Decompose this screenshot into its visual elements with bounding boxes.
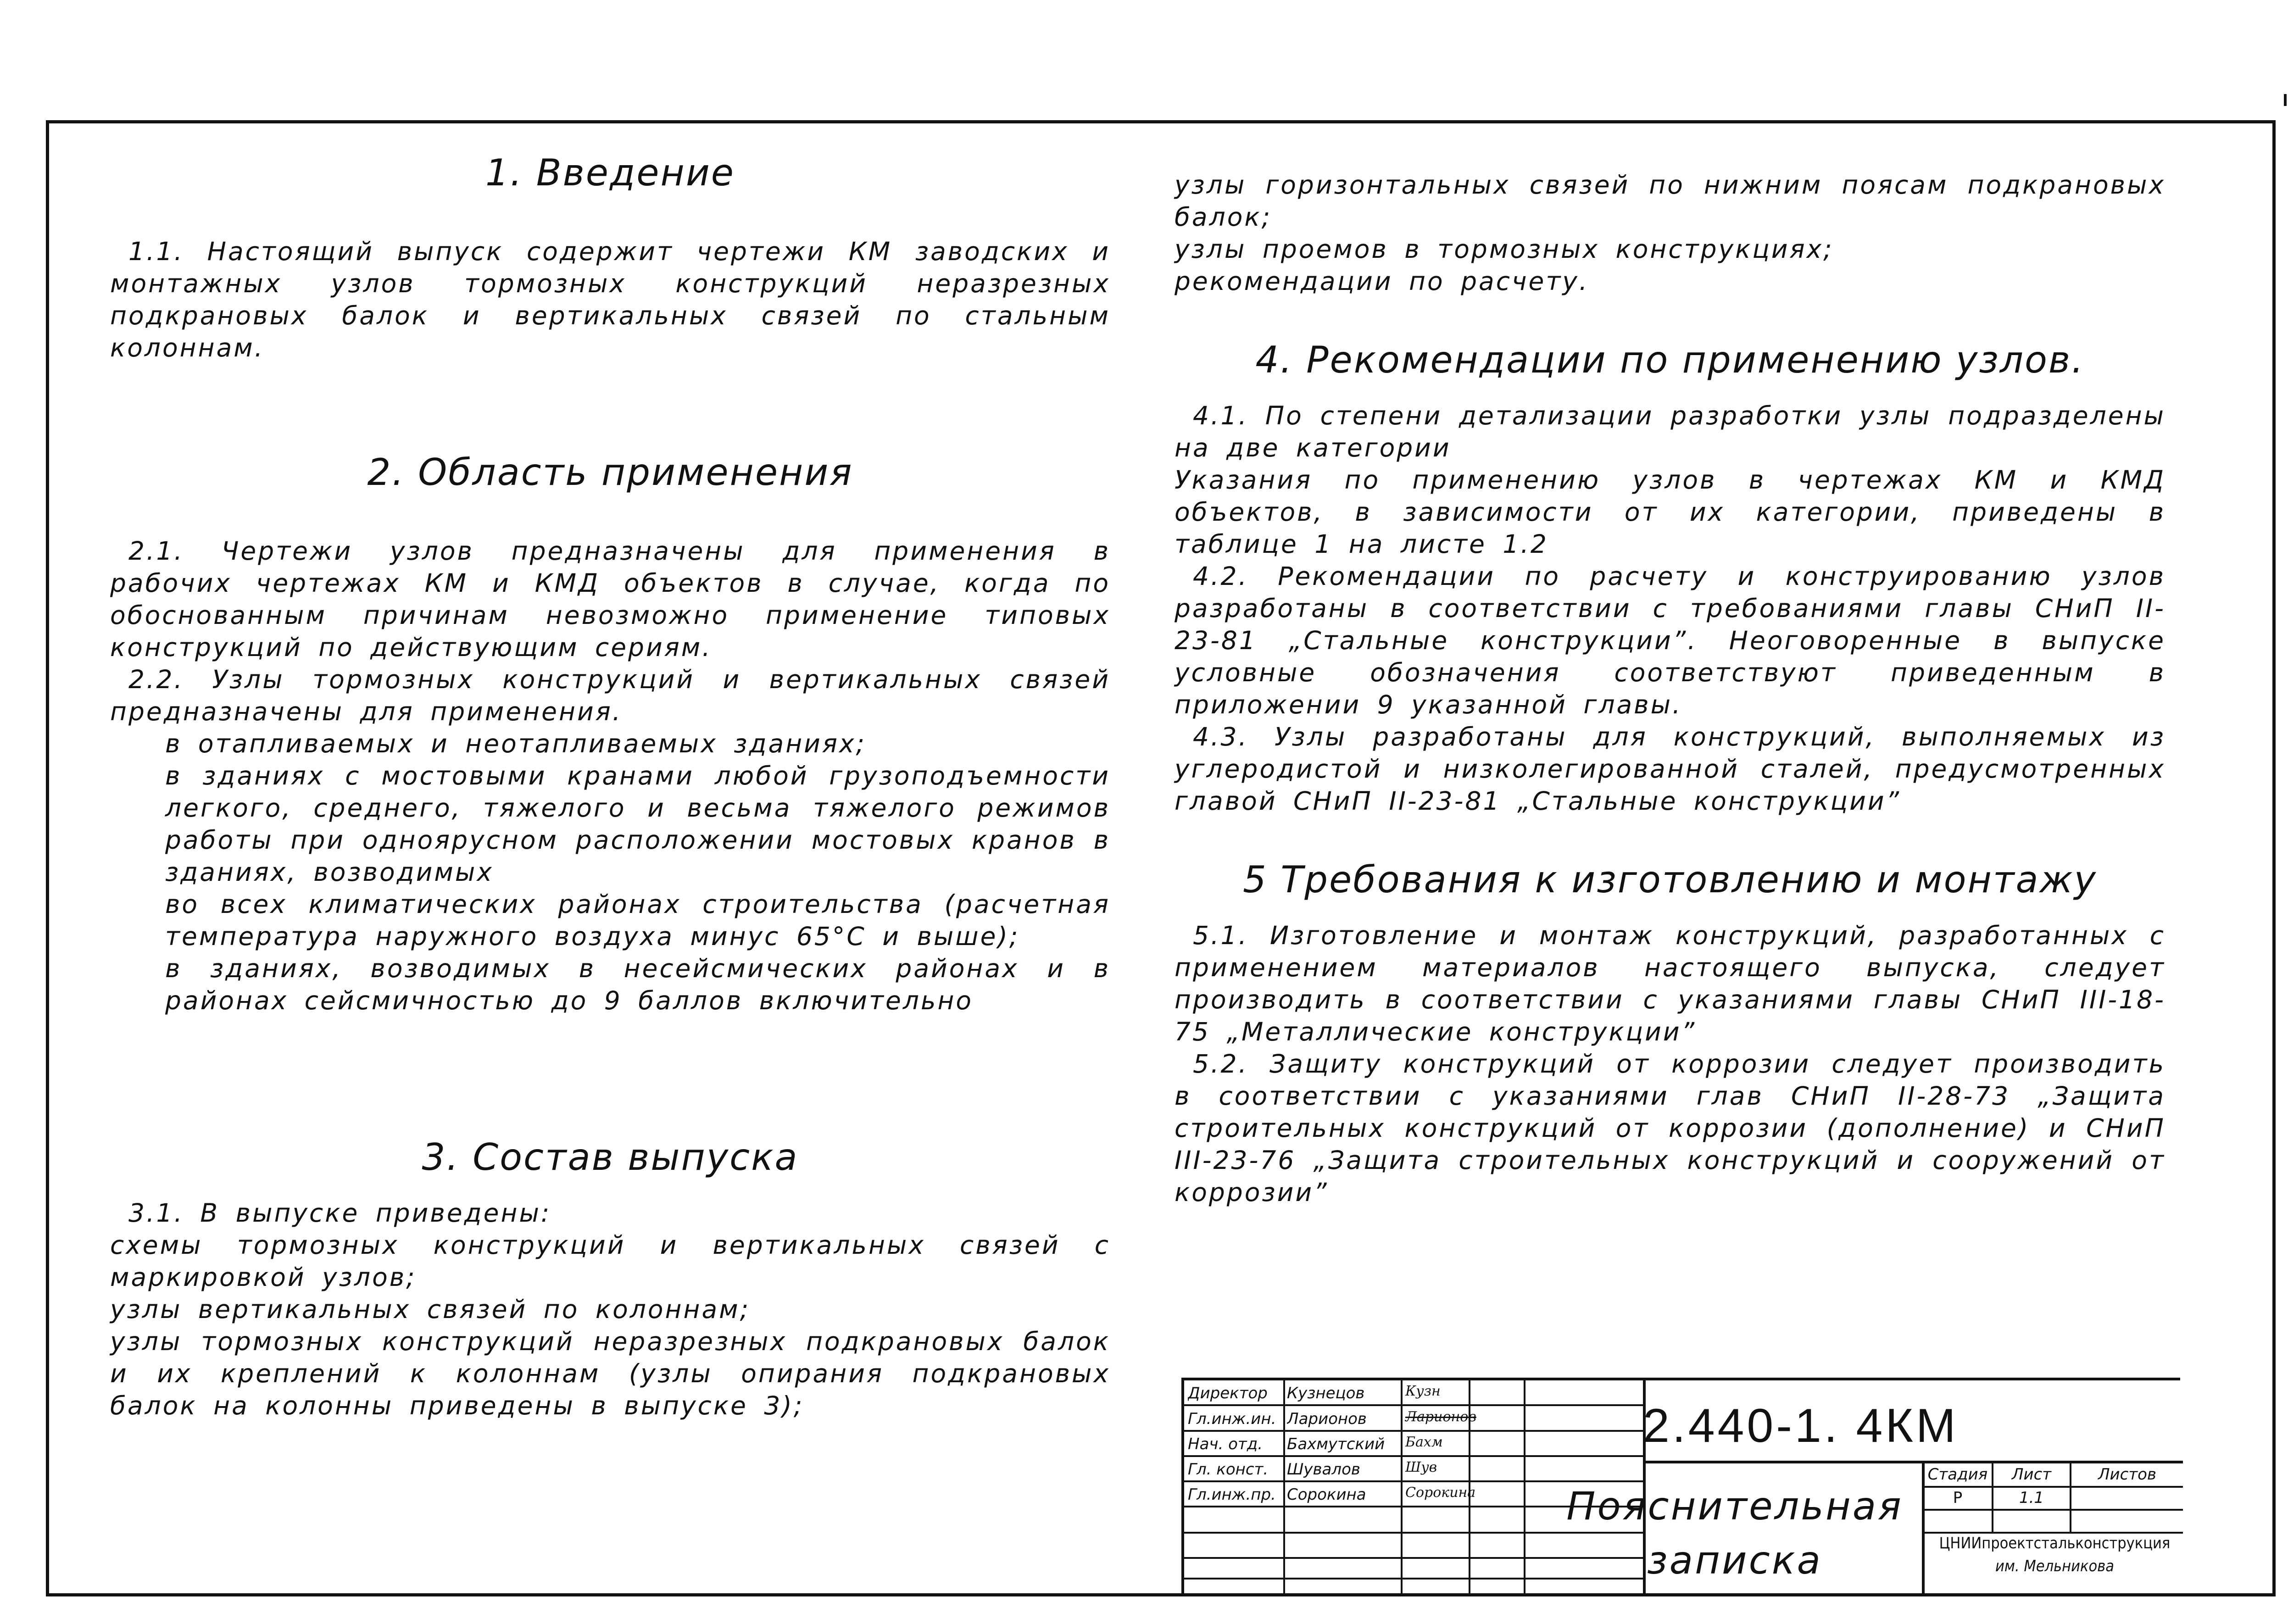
grid-line [1184, 1430, 1643, 1432]
signature: Бахм [1405, 1434, 1443, 1450]
sheet-header: Лист [2011, 1465, 2052, 1484]
grid-line [1524, 1380, 1525, 1594]
organization [1926, 1532, 2183, 1578]
signature: Кузн [1405, 1383, 1441, 1399]
list-item: рекомендации по расчету. [1175, 267, 1589, 296]
list-item: в отапливаемых и неотапливаемых зданиях; [165, 729, 867, 758]
paragraph-4-2: 4.2. Рекомендации по расчету и конструированию узлов разработаны в соответствии с требованиями главы СНиП II-23-81 „Стальные конструкции”. Неоговоренные в выпуске условные обозначения соответствуют приведенным в приложении 9 указанной главы. [1175, 562, 2166, 719]
sheets-header: Листов [2098, 1465, 2156, 1484]
section-5-title: 5 Требования к изготовлению и монтажу [1243, 858, 2097, 901]
organization-subtitle: им. Мельникова [1995, 1557, 2115, 1575]
paragraph-4-1b: Указания по применению узлов в чертежах КМ и КМД объектов, в зависимости от их категории, приведены в таблице 1 на листе 1.2 [1175, 465, 2166, 559]
signature: Сорокина [1405, 1485, 1476, 1501]
grid-line [1184, 1455, 1643, 1457]
grid-line [1283, 1380, 1285, 1594]
grid-line [1643, 1461, 2183, 1463]
title-block [1181, 1378, 2180, 1594]
role-dept-head: Нач. отд. [1188, 1435, 1263, 1453]
edge-mark [2284, 94, 2287, 106]
role-director: Директор [1188, 1384, 1268, 1402]
section-4-title: 4. Рекомендации по применению узлов. [1255, 339, 2085, 381]
section-2-title: 2. Область применения [367, 451, 853, 494]
grid-line [1184, 1404, 1643, 1406]
left-column [110, 151, 1110, 1422]
paragraph-5-2: 5.2. Защиту конструкций от коррозии следует производить в соответствии с указаниями глав СНиП II-28-73 „Защита строительных конструкций от коррозии (дополнение) и СНиП III-23-76 „Защита строительных конструкций и сооружений от коррозии” [1175, 1049, 2166, 1207]
list-item: узлы проемов в тормозных конструкциях; [1175, 234, 1834, 264]
list-item: узлы горизонтальных связей по нижним поясам подкрановых балок; [1175, 170, 2166, 232]
paragraph-1-1: 1.1. Настоящий выпуск содержит чертежи КМ заводских и монтажных узлов тормозных конструкций неразрезных подкрановых балок и вертикальных связей по стальным колоннам. [110, 237, 1110, 362]
name-chief-engineer: Ларионов [1287, 1410, 1367, 1428]
paragraph-4-3: 4.3. Узлы разработаны для конструкций, выполняемых из углеродистой и низколегированной сталей, предусмотренных главой СНиП II-23-81 „Стальные конструкции” [1175, 722, 2166, 816]
role-chief-designer: Гл. конст. [1188, 1460, 1269, 1479]
name-project-engineer: Сорокина [1287, 1485, 1366, 1504]
document-name-line-2: записка [1647, 1538, 1823, 1583]
organization-name: ЦНИИпроектстальконструкция [1939, 1534, 2171, 1552]
paragraph-4-1: 4.1. По степени детализации разработки узлы подразделены на две категории [1175, 401, 2166, 462]
paragraph-5-1: 5.1. Изготовление и монтаж конструкций, разработанных с применением материалов настоящего выпуска, следует производить в соответствии с указаниями главы СНиП III-18-75 „Металлические конструкции” [1175, 921, 2166, 1046]
grid-line [1922, 1509, 2183, 1511]
name-chief-designer: Шувалов [1287, 1460, 1360, 1479]
section-1-title: 1. Введение [485, 151, 735, 194]
list-item: в зданиях с мостовыми кранами любой грузоподъемности легкого, среднего, тяжелого и весьма тяжелого режимов работы при одноярусном расположении мостовых кранов в зданиях, возводимых [165, 761, 1110, 887]
document-name-line-1: Пояснительная [1566, 1484, 1903, 1529]
paragraph-2-1: 2.1. Чертежи узлов предназначены для применения в рабочих чертежах КМ и КМД объектов в случае, когда по обоснованным причинам невозможно применение типовых конструкций по действующим сериям. [110, 536, 1110, 662]
list-item: узлы тормозных конструкций неразрезных подкрановых балок и их креплений к колоннам (узлы опирания подкрановых балок на колонны приведены в выпуске 3); [110, 1327, 1110, 1420]
paragraph-3-1: 3.1. В выпуске приведены: [128, 1198, 551, 1228]
grid-line [1922, 1486, 2183, 1488]
list-item: во всех климатических районах строительства (расчетная температура наружного воздуха минус 65°С и выше); [165, 890, 1110, 951]
stage-value: Р [1953, 1489, 1963, 1507]
right-column [1175, 169, 2166, 1208]
section-3-title: 3. Состав выпуска [422, 1136, 799, 1179]
document-code: 2.440-1. 4КМ [1643, 1399, 1959, 1452]
list-item: узлы вертикальных связей по колоннам; [110, 1295, 751, 1324]
document-name [1551, 1479, 1918, 1587]
name-director: Кузнецов [1287, 1384, 1365, 1402]
list-item: в зданиях, возводимых в несейсмических районах и в районах сейсмичностью до 9 баллов включительно [165, 954, 1110, 1015]
role-project-engineer: Гл.инж.пр. [1188, 1485, 1276, 1504]
sheet-value: 1.1 [2019, 1489, 2044, 1507]
list-item: схемы тормозных конструкций и вертикальных связей с маркировкой узлов; [110, 1230, 1110, 1292]
role-chief-engineer: Гл.инж.ин. [1188, 1410, 1276, 1428]
paragraph-2-2: 2.2. Узлы тормозных конструкций и вертикальных связей предназначены для применения. [110, 665, 1110, 726]
signature: Шув [1405, 1459, 1437, 1475]
name-dept-head: Бахмутский [1287, 1435, 1385, 1453]
stage-header: Стадия [1927, 1465, 1988, 1484]
grid-line [1401, 1380, 1403, 1594]
signature: Ларионов [1405, 1409, 1476, 1425]
